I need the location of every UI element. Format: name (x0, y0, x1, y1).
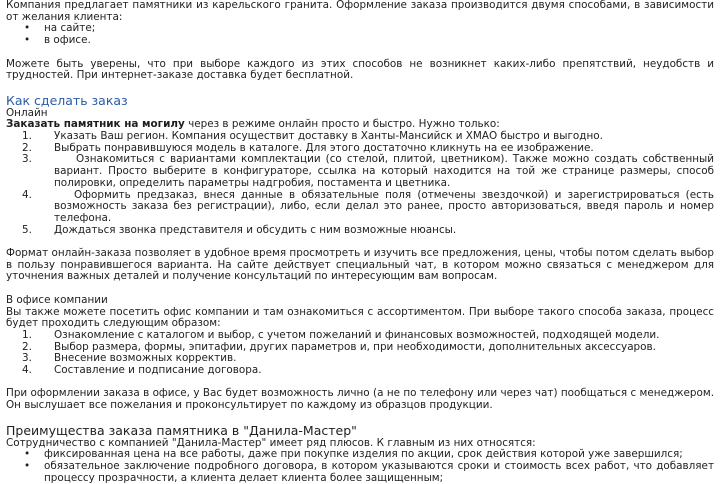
step-text: Внесение возможных корректив. (54, 352, 237, 365)
list-item: • обязательное заключение подробного договора, в котором указываются сроки и стоимость всех работ, что добавляет процессу прозрачности, а клиента делает клиента более защищенным; (6, 461, 714, 484)
list-item (6, 154, 714, 189)
step-text: Указать Ваш регион. Компания осуществит доставку в Ханты-Мансийск и ХМАО быстро и выгодно. (54, 130, 603, 142)
step-number: 3. (22, 352, 32, 365)
online-summary: Формат онлайн-заказа позволяет в удобное время просмотреть и изучить все предложения, цены, чтобы потом сделать выбор в пользу понравившегося варианта. На сайте действует специальный чат, в котором можно связаться с менеджером для уточнения важных деталей и получение консультаций по интересующим вам вопросам. (6, 247, 714, 283)
step-number: 1. (22, 130, 32, 142)
step-text: Ознакомление с каталогом и выбор, с учетом пожеланий и финансовых возможностей, подходящей модели. (54, 328, 660, 341)
advantages-list (6, 449, 714, 484)
step-number: 2. (22, 141, 32, 154)
step-number: 4. (22, 364, 32, 377)
office-subheading: В офисе компании (6, 293, 108, 306)
step-text: Выбрать понравившуюся модель в каталоге. Для этого достаточно кликнуть на ее изображение. (54, 141, 594, 154)
assurance-text: Можете быть уверены, что при выборе каждого из этих способов не возникнет каких-либо препятствий, неудобств и трудностей. При интернет-заказе доставка будет бесплатной. (6, 57, 714, 82)
list-item (6, 365, 714, 377)
office-steps-list (6, 330, 714, 377)
list-item: • фиксированная цена на все работы, даже при покупке изделия по акции, срок действия которой уже завершился; (6, 449, 714, 461)
online-lead-bold: Заказать памятник на могилу (6, 118, 185, 131)
list-item (6, 225, 714, 237)
step-number: 5. (22, 223, 32, 236)
step-number: 1. (22, 328, 32, 341)
step-text: Оформить предзаказ, внеся данные в обязательные поля (отмечены звездочкой) и зарегистрироваться (есть возможность заказа без регистрации), либо, если делал это ранее, просто авторизоваться, введя пароль и номер телефона. (54, 188, 714, 224)
how-to-order-heading: Как сделать заказ (6, 92, 128, 108)
online-subheading: Онлайн (6, 106, 48, 119)
step-text: Дождаться звонка представителя и обсудить с ним возможные нюансы. (54, 223, 457, 236)
list-item (6, 190, 714, 225)
list-item: • в офисе. (6, 35, 714, 47)
step-text: Ознакомиться с вариантами комплектации (со стелой, плитой, цветником). Также можно создать собственный вариант. Просто выберите в конфигураторе, ссылка на который находится на той же странице размеры, способ полировки, определить параметры надгробия, постамента и цветника. (54, 153, 714, 189)
advantages-text: Сотрудничество с компанией "Данила-Мастер" имеет ряд плюсов. К главным из них относятся: (6, 436, 536, 449)
step-text: Составление и подписание договора. (54, 364, 262, 377)
step-number: 4. (22, 188, 32, 201)
step-number: 2. (22, 340, 32, 353)
online-lead-rest: через в режиме онлайн просто и быстро. Нужно только: (184, 118, 500, 131)
intro-text: Компания предлагает памятники из карельского гранита. Оформление заказа производится двумя способами, в зависимости от желания клиента: (6, 0, 714, 23)
office-summary: При оформлении заказа в офисе, у Вас будет возможность лично (а не по телефону или через чат) пообщаться с менеджером. Он выслушает все пожелания и проконсультирует по каждому из образцов продукции. (6, 387, 714, 412)
office-text: Вы также можете посетить офис компании и там ознакомиться с ассортиментом. При выборе такого способа заказа, процесс будет проходить следующим образом: (6, 305, 714, 330)
online-steps-list (6, 131, 714, 236)
list-item: • на сайте; (6, 23, 714, 35)
step-number: 3. (22, 153, 32, 166)
order-options-list (6, 23, 714, 46)
advantages-heading: Преимущества заказа памятника в "Данила-Мастер" (6, 422, 357, 438)
step-text: Выбор размера, формы, эпитафии, других параметров и, при необходимости, дополнительных аксессуаров. (54, 340, 656, 353)
